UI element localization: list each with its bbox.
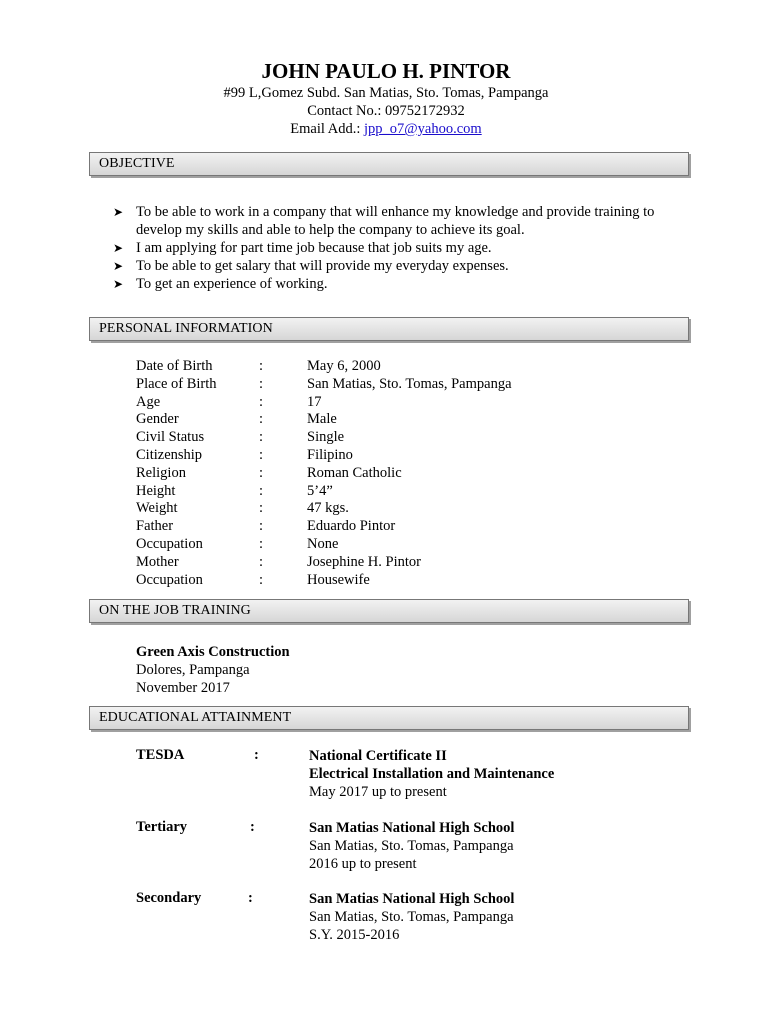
education-level: TESDA xyxy=(136,747,185,763)
personal-info-table xyxy=(136,358,512,589)
list-item: ➤ To be able to work in a company that will enhance my knowledge and provide training to develop my skills and able to help the company to achieve its goal. xyxy=(113,204,655,238)
table-row: Citizenship : Filipino xyxy=(136,446,353,463)
section-on-the-job-training: ON THE JOB TRAINING xyxy=(89,599,689,623)
education-entry: San Matias National High School San Matias, Sto. Tomas, Pampanga 2016 up to present xyxy=(309,820,515,872)
education-level: Tertiary xyxy=(136,819,188,835)
resume-header xyxy=(0,58,768,138)
table-row: Occupation : Housewife xyxy=(136,571,370,588)
email-line xyxy=(0,120,768,138)
table-row: Civil Status : Single xyxy=(136,429,345,446)
list-item: ➤ To get an experience of working. xyxy=(113,276,328,292)
section-educational-attainment: EDUCATIONAL ATTAINMENT xyxy=(89,706,689,730)
separator: : xyxy=(254,747,259,763)
ojt-details xyxy=(136,643,290,697)
ojt-company: Green Axis Construction xyxy=(136,644,290,660)
table-row: Age : 17 xyxy=(136,393,322,410)
table-row: Religion : Roman Catholic xyxy=(136,464,402,481)
separator: : xyxy=(250,819,255,835)
arrow-bullet-icon: ➤ xyxy=(113,241,124,255)
table-row: Height : 5’4” xyxy=(136,482,333,499)
table-row: Father : Eduardo Pintor xyxy=(136,518,396,535)
address: #99 L,Gomez Subd. San Matias, Sto. Tomas, Pampanga xyxy=(223,85,549,101)
table-row: Gender : Male xyxy=(136,411,337,428)
education-entry: San Matias National High School San Matias, Sto. Tomas, Pampanga S.Y. 2015-2016 xyxy=(309,891,515,943)
email-link[interactable]: jpp_o7@yahoo.com xyxy=(364,121,482,137)
email-label: Email Add.: xyxy=(290,121,365,137)
list-item: ➤ To be able to get salary that will provide my everyday expenses. xyxy=(113,258,509,274)
section-personal-information: PERSONAL INFORMATION xyxy=(89,317,689,341)
table-row: Occupation : None xyxy=(136,535,339,552)
table-row: Date of Birth : May 6, 2000 xyxy=(136,358,381,374)
education-level: Secondary xyxy=(136,890,202,906)
separator: : xyxy=(248,890,253,906)
contact-number: Contact No.: 09752172932 xyxy=(307,103,465,119)
table-row: Weight : 47 kgs. xyxy=(136,500,349,517)
ojt-date: November 2017 xyxy=(136,680,230,696)
ojt-location: Dolores, Pampanga xyxy=(136,662,250,678)
education-entry: National Certificate II Electrical Installation and Maintenance May 2017 up to present xyxy=(309,748,555,800)
arrow-bullet-icon: ➤ xyxy=(113,277,124,291)
section-objective: OBJECTIVE xyxy=(89,152,689,176)
table-row: Mother : Josephine H. Pintor xyxy=(136,553,421,570)
arrow-bullet-icon: ➤ xyxy=(113,205,124,219)
objective-list xyxy=(113,203,693,293)
applicant-name: JOHN PAULO H. PINTOR xyxy=(261,59,511,83)
arrow-bullet-icon: ➤ xyxy=(113,259,124,273)
table-row: Place of Birth : San Matias, Sto. Tomas, Pampanga xyxy=(136,375,512,392)
list-item: ➤ I am applying for part time job because that job suits my age. xyxy=(113,240,492,256)
